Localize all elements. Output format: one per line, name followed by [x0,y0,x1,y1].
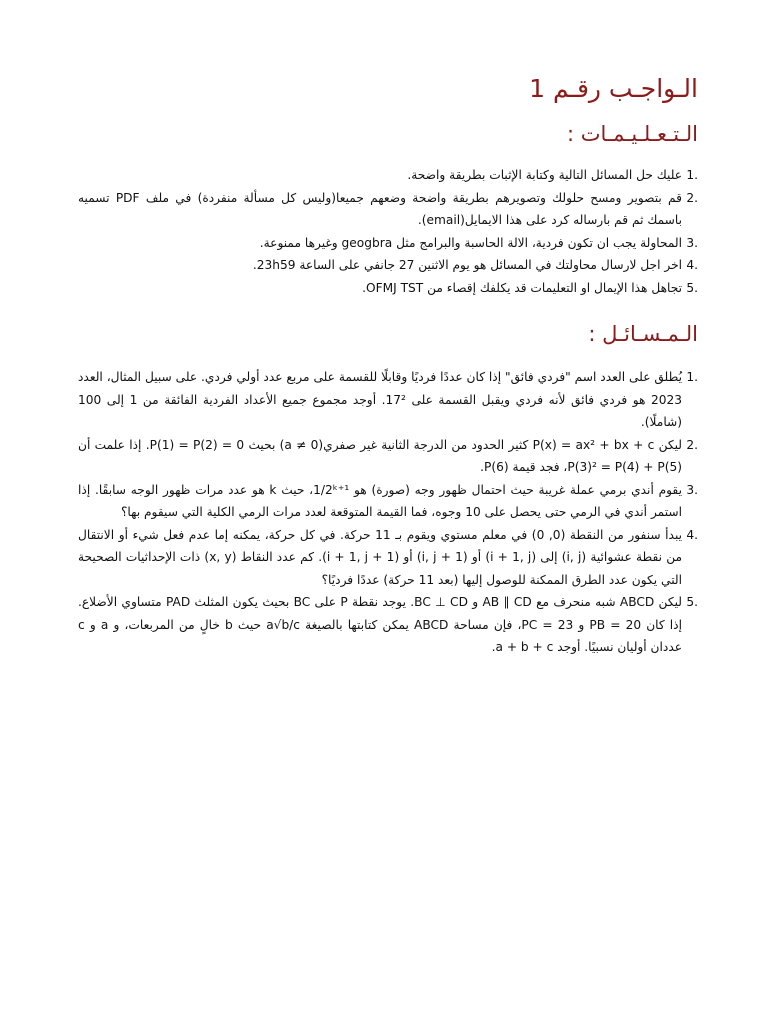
item-number: 1. [686,168,698,182]
instructions-heading: الـتـعـلـيـمـات : [567,122,698,146]
item-text: تجاهل هذا الإيمال او التعليمات قد يكلفك إقصاء من OFMJ TST. [362,280,682,295]
document-page [78,0,698,1024]
item-number: 1. [686,370,698,384]
problem-item [78,366,698,434]
instruction-item [78,187,698,232]
item-number: 4. [686,258,698,272]
item-text: يقوم أندي برمي عملة غريبة حيث احتمال ظهور وجه (صورة) هو 1/2ᵏ⁺¹، حيث k هو عدد مرات ظهور الوجه سابقًا. إذا استمر أندي في الرمي حتى يحصل على 10 وجوه، فما القيمة المتوقعة لعدد مرات الرمي الكلية التي سيقوم بها؟ [78,482,682,519]
problems-heading: الـمـسـائـل : [588,322,698,346]
instruction-item [78,277,698,300]
document-title: الـواجـب رقـم 1 [529,74,698,103]
item-number: 3. [686,482,698,497]
problems-list [78,366,698,659]
item-number: 5. [686,595,698,609]
item-number: 2. [686,437,698,452]
item-text: المحاولة يجب ان تكون فردية، الالة الحاسبة والبرامج مثل geogbra وغيرها ممنوعة. [259,235,682,250]
item-text: اخر اجل لارسال محاولتك في المسائل هو يوم الاثنين 27 جانفي على الساعة 23h59. [252,258,682,272]
item-text: عليك حل المسائل التالية وكتابة الإثبات بطريقة واضحة. [407,168,682,182]
problem-item [78,434,698,479]
item-text: يبدأ سنفور من النقطة (0, 0) في معلم مستوي ويقوم بـ 11 حركة. في كل حركة، يمكنه إما عدم فعل شيء أو الانتقال من نقطة عشوائية (i, j) إلى (i + 1, j) أو (i, j + 1) أو (i + 1, j + 1). كم عدد النقاط (x, y) ذات الإحداثيات الصحيحة التي يكون عدد الطرق الممكنة للوصول إليها (بعد 11 حركة) عددًا فرديًا؟ [78,527,683,587]
instruction-item [78,232,698,255]
problem-item [78,479,698,524]
item-text: ليكن ABCD شبه منحرف مع AB ∥ CD و BC ⊥ CD. يوجد نقطة P على BC بحيث يكون المثلث PAD متساوي الأضلاع. إذا كان PB = 20 و PC = 23، فإن مساحة ABCD يمكن كتابتها بالصيغة a√b/c حيث b خالٍ من المربعات، و a و c عددان أوليان نسبيًا. أوجد a + b + c. [78,595,682,654]
instruction-item [78,164,698,187]
item-number: 4. [686,527,698,542]
problem-item [78,591,698,659]
item-text: قم بتصوير ومسح حلولك وتصويرهم بطريقة واضحة وضعهم جميعا(وليس كل مسألة منفردة) في ملف PDF تسميه باسمك ثم قم بارساله كرد على هذا الايمايل(email). [78,190,682,227]
problem-item [78,524,698,592]
instructions-list [78,164,698,299]
item-number: 5. [686,280,698,295]
instruction-item [78,254,698,277]
item-number: 3. [686,235,698,250]
item-number: 2. [686,190,698,205]
item-text: ليكن P(x) = ax² + bx + c كثير الحدود من الدرجة الثانية غير صفري(a ≠ 0) بحيث P(1) = P(2) = 0. إذا علمت أن P(3)² = P(4) + P(5)، فجد قيمة P(6). [78,437,682,474]
item-text: يُطلق على العدد اسم "فردي فائق" إذا كان عددًا فرديًا وقابلًا للقسمة على مربع عدد أولي فردي. على سبيل المثال، العدد 2023 هو فردي فائق لأنه فردي ويقبل القسمة على 17². أوجد مجموع جميع الأعداد الفردية الفائقة من 1 إلى 100 (شاملًا). [78,370,682,429]
